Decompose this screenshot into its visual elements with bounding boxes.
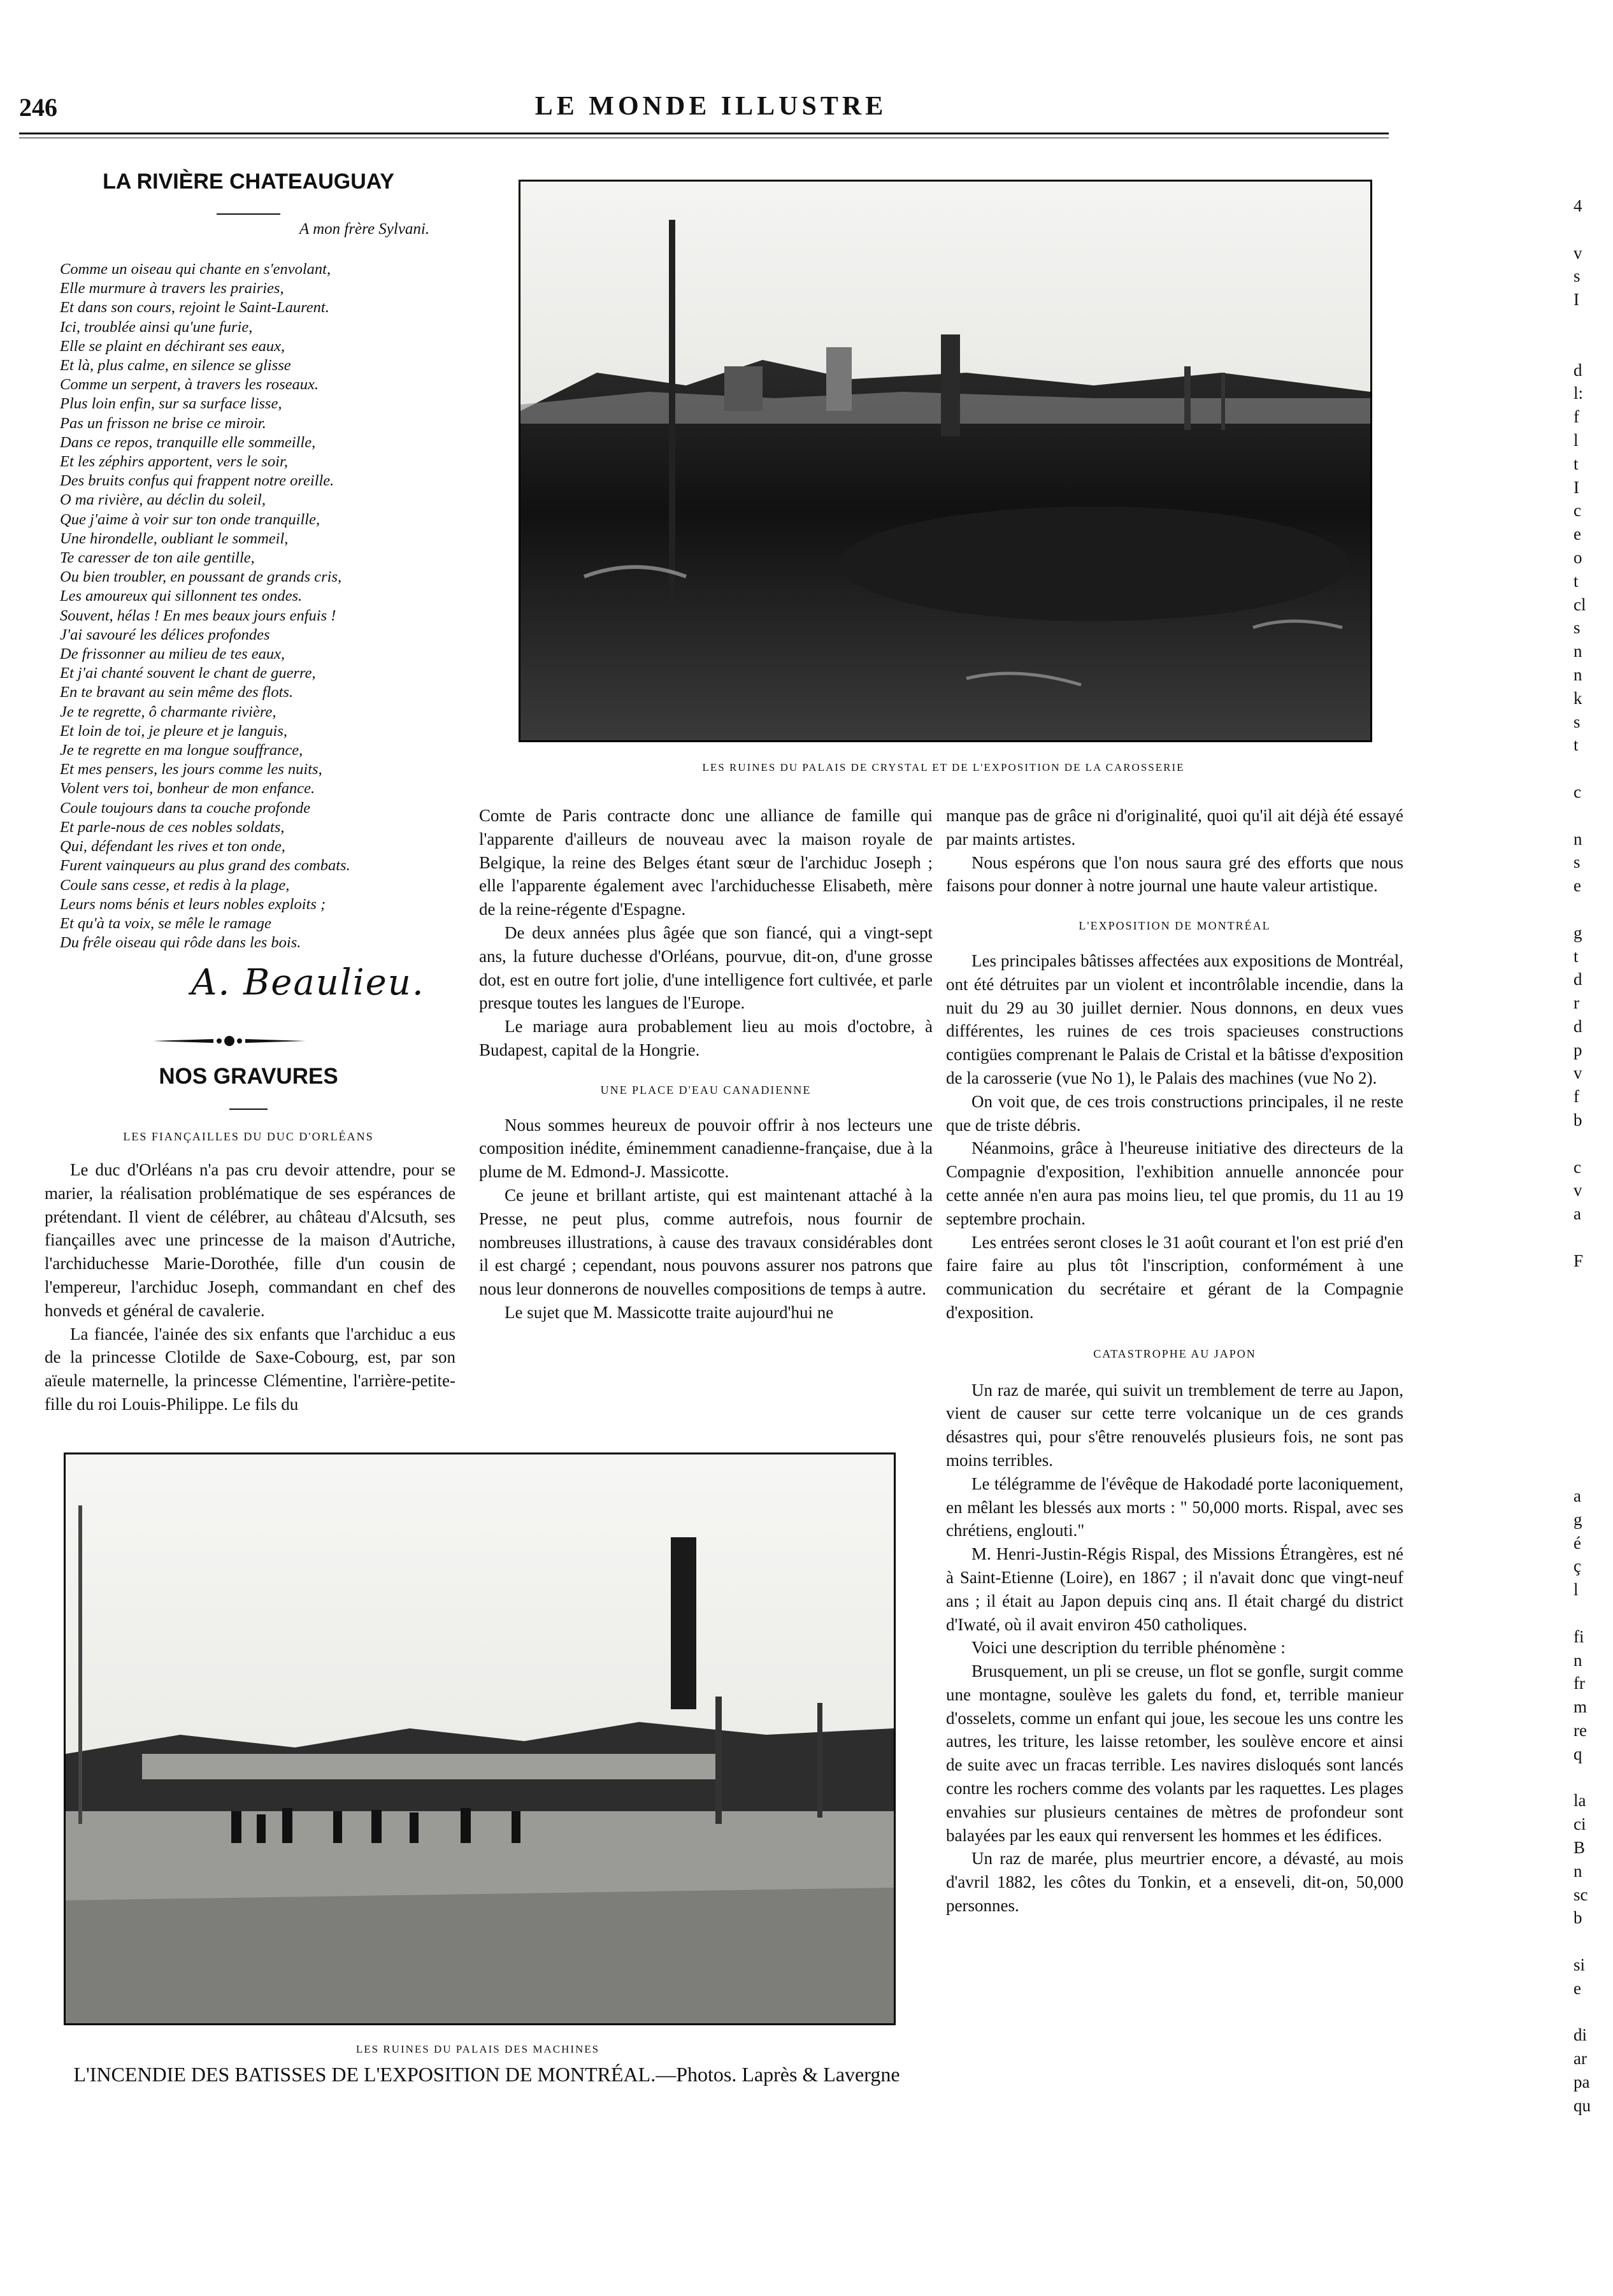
paragraph: manque pas de grâce ni d'originalité, quoi qu'il ait déjà été essayé par maints artistes. bbox=[946, 806, 1403, 849]
edge-fragment: di bbox=[1574, 2025, 1588, 2045]
poem-title-rule bbox=[217, 213, 280, 215]
edge-fragment: r bbox=[1574, 993, 1579, 1013]
edge-fragment: t bbox=[1574, 946, 1579, 966]
paragraph: Le duc d'Orléans n'a pas cru devoir attendre, pour se marier, la réalisation problématique de ses espérances de prétendant. Il vient de célébrer, au château d'Alcsuth, ses fiançailles avec une princesse de la maison d'Autriche, l'archiduchesse Marie-Dorothée, fille d'un cousin de l'empereur, l'archiduc Joseph, commandant en chef des honveds et général de cavalerie. bbox=[45, 1160, 455, 1320]
poem-line: Comme un serpent, à travers les roseaux. bbox=[60, 376, 319, 394]
edge-fragment: I bbox=[1574, 477, 1579, 497]
fiancailles-subheading: LES FIANÇAILLES DU DUC D'ORLÉANS bbox=[123, 1130, 374, 1143]
edge-fragment: l bbox=[1574, 1580, 1579, 1600]
poem-line: Et qu'à ta voix, se mêle le ramage bbox=[60, 914, 271, 932]
edge-fragment: qu bbox=[1574, 2095, 1591, 2115]
edge-fragment bbox=[1574, 1602, 1612, 1625]
edge-fragment: B bbox=[1574, 1837, 1586, 1857]
poem-line: Et loin de toi, je pleure et je languis, bbox=[60, 722, 287, 740]
edge-fragment bbox=[1574, 1132, 1612, 1156]
nos-gravures-rule bbox=[229, 1109, 268, 1110]
edge-fragment bbox=[1574, 804, 1612, 828]
poem-line: Comme un oiseau qui chante en s'envolant, bbox=[60, 261, 331, 278]
japon-subheading: CATASTROPHE AU JAPON bbox=[1093, 1347, 1256, 1360]
top-photo-caption: LES RUINES DU PALAIS DE CRYSTAL ET DE L'EXPOSITION DE LA CAROSSERIE bbox=[702, 761, 1185, 773]
edge-fragment: p bbox=[1574, 1040, 1582, 1059]
edge-fragment: é bbox=[1574, 1533, 1581, 1553]
edge-fragment: sc bbox=[1574, 1884, 1588, 1904]
edge-fragment: fr bbox=[1574, 1674, 1585, 1693]
edge-fragment bbox=[1574, 218, 1612, 241]
poem-line: Coule toujours dans ta couche profonde bbox=[60, 799, 311, 817]
edge-fragment: v bbox=[1574, 1180, 1582, 1200]
poem-line: Elle murmure à travers les prairies, bbox=[60, 280, 284, 298]
poem-line: Leurs noms bénis et leurs nobles exploits ; bbox=[60, 895, 326, 913]
edge-fragment: n bbox=[1574, 1650, 1582, 1670]
paragraph: Nous sommes heureux de pouvoir offrir à nos lecteurs une composition inédite, éminemment canadienne-française, due à la plume de M. Edmond-J. Massicotte. bbox=[479, 1115, 933, 1182]
nos-gravures-heading: NOS GRAVURES bbox=[159, 1064, 338, 1089]
edge-fragment: la bbox=[1574, 1791, 1586, 1811]
paragraph: Voici une description du terrible phénomène : bbox=[971, 1638, 1286, 1658]
edge-fragment: v bbox=[1574, 243, 1582, 262]
edge-fragment bbox=[1574, 757, 1612, 780]
poem-line: O ma rivière, au déclin du soleil, bbox=[60, 491, 266, 509]
edge-fragment: v bbox=[1574, 1063, 1582, 1083]
edge-fragment: t bbox=[1574, 735, 1579, 755]
edge-fragment: c bbox=[1574, 782, 1581, 801]
paragraph: Le télégramme de l'évêque de Hakodadé porte laconiquement, en mêlant les blessés aux morts : " 50,000 morts. Rispal, avec ses chrétiens, englouti." bbox=[946, 1474, 1403, 1540]
poem-line: Et les zéphirs apportent, vers le soir, bbox=[60, 453, 288, 471]
poem-line: Je te regrette, ô charmante rivière, bbox=[60, 703, 276, 721]
poem-line: Te caresser de ton aile gentille, bbox=[60, 549, 255, 567]
poem-line: En te bravant au sein même des flots. bbox=[60, 684, 294, 701]
paragraph: Le sujet que M. Massicotte traite aujourd'hui ne bbox=[505, 1302, 834, 1322]
edge-fragment: F bbox=[1574, 1251, 1584, 1270]
edge-fragment: n bbox=[1574, 642, 1582, 661]
poem-line: Souvent, hélas ! En mes beaux jours enfuis ! bbox=[60, 606, 336, 624]
poem-line: Les amoureux qui sillonnent tes ondes. bbox=[60, 587, 303, 605]
edge-fragment: e bbox=[1574, 524, 1581, 544]
edge-fragment: pa bbox=[1574, 2072, 1590, 2092]
section-ornament bbox=[153, 1033, 306, 1049]
poem-line: Des bruits confus qui frappent notre oreille. bbox=[60, 472, 334, 490]
photo-palais-crystal-image bbox=[520, 182, 1370, 740]
paragraph: M. Henri-Justin-Régis Rispal, des Missions Étrangères, est né à Saint-Etienne (Loire), en 1867 ; il n'avait donc que vingt-neuf ans ; il était au Japon depuis cinq ans. Il était chargé du district d'Iwaté, où il avait environ 450 catholiques. bbox=[946, 1544, 1403, 1634]
edge-fragment bbox=[1574, 312, 1612, 335]
edge-fragment: g bbox=[1574, 1509, 1582, 1529]
poem-line: Elle se plaint en déchirant ses eaux, bbox=[60, 337, 285, 355]
edge-fragment: s bbox=[1574, 852, 1581, 872]
edge-fragment: k bbox=[1574, 688, 1582, 708]
page-number: 246 bbox=[19, 93, 57, 122]
poem-line: Et parle-nous de ces nobles soldats, bbox=[60, 818, 285, 836]
paragraph: Les principales bâtisses affectées aux expositions de Montréal, ont été détruites par un violent et incontrôlable incendie, dans la nuit du 29 au 30 juillet dernier. Nous donnons, en deux vues différentes, les ruines de ces trois spacieuses constructions contigües comprenant le Palais de Cristal et la bâtisse d'exposition de la carosserie (vue No 1), le Palais des machines (vue No 2). bbox=[946, 951, 1403, 1087]
edge-fragments-bottom bbox=[1574, 1484, 1612, 2118]
edge-fragment bbox=[1574, 898, 1612, 921]
edge-fragment: e bbox=[1574, 876, 1581, 896]
poem-line: J'ai savouré les délices profondes bbox=[60, 626, 270, 643]
edge-fragment: n bbox=[1574, 829, 1582, 849]
poem-body bbox=[60, 260, 468, 952]
poem-line: Plus loin enfin, sur sa surface lisse, bbox=[60, 395, 282, 413]
edge-fragment: 4 bbox=[1574, 196, 1582, 215]
paragraph: Nous espérons que l'on nous saura gré des efforts que nous faisons pour donner à notre journal une haute valeur artistique. bbox=[946, 852, 1403, 896]
edge-fragment: g bbox=[1574, 922, 1582, 942]
fiancailles-text bbox=[45, 1158, 455, 1416]
edge-fragment: d bbox=[1574, 970, 1582, 989]
edge-fragment: ci bbox=[1574, 1814, 1586, 1834]
paragraph: Un raz de marée, plus meurtrier encore, a dévasté, au mois d'avril 1882, les côtes du Tonkin, et a enseveli, dit-on, 50,000 personnes. bbox=[946, 1849, 1403, 1916]
poem-line: Et dans son cours, rejoint le Saint-Laurent. bbox=[60, 299, 329, 317]
edge-fragment: ar bbox=[1574, 2049, 1587, 2069]
edge-fragment: m bbox=[1574, 1697, 1588, 1717]
edge-fragment: fi bbox=[1574, 1626, 1584, 1646]
edge-fragment: a bbox=[1574, 1204, 1581, 1224]
poem-line: Je te regrette en ma longue souffrance, bbox=[60, 742, 303, 759]
edge-fragment: q bbox=[1574, 1744, 1582, 1763]
edge-fragment bbox=[1574, 1226, 1612, 1249]
poem-line: Qui, défendant les rives et ton onde, bbox=[60, 838, 285, 856]
poem-line: Pas un frisson ne brise ce miroir. bbox=[60, 414, 266, 432]
poem-line: Et mes pensers, les jours comme les nuits, bbox=[60, 761, 322, 778]
paragraph: La fiancée, l'ainée des six enfants que l'archiduc a eus de la princesse Clotilde de Saxe-Cobourg, est, par son aïeule maternelle, la princesse Clémentine, l'arrière-petite-fille du roi Louis-Philippe. Le fils du bbox=[45, 1324, 455, 1414]
poem-line: Ici, troublée ainsi qu'une furie, bbox=[60, 318, 253, 336]
place-d-eau-subheading: UNE PLACE D'EAU CANADIENNE bbox=[600, 1083, 812, 1096]
edge-fragment: a bbox=[1574, 1486, 1581, 1505]
poem-line: De frissonner au milieu de tes eaux, bbox=[60, 645, 285, 663]
photo-palais-machines bbox=[64, 1453, 896, 2025]
poem-line: Dans ce repos, tranquille elle sommeille, bbox=[60, 433, 316, 451]
poem-line: Coule sans cesse, et redis à la plage, bbox=[60, 876, 290, 894]
paragraph: Un raz de marée, qui suivit un tremblement de terre au Japon, vient de causer sur cette terre volcanique un de ces grands désastres qui, pour s'être renouvelés plusieurs fois, ne sont pas moins terribles. bbox=[946, 1380, 1403, 1470]
paragraph: Les entrées seront closes le 31 août courant et l'on est prié d'en faire faire au plus tôt l'inscription, conformément à une communication du secrétaire et gérant de la Compagnie d'exposition. bbox=[946, 1232, 1403, 1322]
paragraph: De deux années plus âgée que son fiancé, qui a vingt-sept ans, la future duchesse d'Orléans, pourvue, dit-on, d'une grosse dot, est en outre fort jolie, d'une intelligence fort cultivée, et parle presque toutes les langues de l'Europe. bbox=[479, 922, 933, 1013]
edge-fragment: t bbox=[1574, 454, 1579, 473]
edge-fragment: t bbox=[1574, 571, 1579, 591]
poem-line: Du frêle oiseau qui rôde dans les bois. bbox=[60, 934, 301, 952]
edge-fragment: f bbox=[1574, 1087, 1579, 1107]
poem-title: LA RIVIÈRE CHATEAUGUAY bbox=[103, 169, 394, 194]
edge-fragment: n bbox=[1574, 1861, 1582, 1881]
edge-fragment bbox=[1574, 1766, 1612, 1790]
poem-dedication: A mon frère Sylvani. bbox=[299, 220, 430, 238]
edge-fragment: n bbox=[1574, 664, 1582, 684]
edge-fragment: s bbox=[1574, 266, 1581, 286]
poem-line: Volent vers toi, bonheur de mon enfance. bbox=[60, 780, 315, 798]
paragraph: On voit que, de ces trois constructions principales, il ne reste que de triste débris. bbox=[946, 1091, 1403, 1135]
edge-fragment: d bbox=[1574, 360, 1582, 380]
poem-line: Furent vainqueurs au plus grand des combats. bbox=[60, 857, 350, 875]
edge-fragment: c bbox=[1574, 501, 1581, 520]
edge-fragment: o bbox=[1574, 547, 1582, 567]
edge-fragment: I bbox=[1574, 290, 1579, 310]
paragraph: Néanmoins, grâce à l'heureuse initiative des directeurs de la Compagnie d'exposition, l'exhibition annuelle annoncée pour cette année n'en aura pas moins lieu, tel que promis, du 11 au 19 septembre prochain. bbox=[946, 1138, 1403, 1228]
header-rule-thick bbox=[19, 133, 1389, 134]
edge-fragment: f bbox=[1574, 407, 1579, 427]
edge-fragment: e bbox=[1574, 1978, 1581, 1998]
right-column-text bbox=[946, 804, 1403, 1918]
photo-palais-crystal bbox=[519, 180, 1372, 742]
bottom-photo-caption: LES RUINES DU PALAIS DES MACHINES bbox=[355, 2043, 600, 2055]
masthead: LE MONDE ILLUSTRE bbox=[534, 92, 887, 121]
edge-fragment bbox=[1574, 2000, 1612, 2024]
edge-fragments-top bbox=[1574, 194, 1612, 1273]
poem-signature: A. Beaulieu. bbox=[191, 962, 425, 1003]
edge-fragment: re bbox=[1574, 1720, 1587, 1740]
poem-line: Ou bien troubler, en poussant de grands cris, bbox=[60, 568, 342, 586]
middle-column-text bbox=[479, 804, 933, 1324]
edge-fragment bbox=[1574, 1930, 1612, 1953]
edge-fragment: cl bbox=[1574, 594, 1586, 614]
edge-fragment: s bbox=[1574, 618, 1581, 638]
main-caption: L'INCENDIE DES BATISSES DE L'EXPOSITION DE MONTRÉAL.—Photos. Laprès & Lavergne bbox=[73, 2063, 900, 2086]
edge-fragment: b bbox=[1574, 1110, 1582, 1130]
edge-fragment: ç bbox=[1574, 1556, 1581, 1576]
poem-line: Et là, plus calme, en silence se glisse bbox=[60, 357, 291, 375]
paragraph: Brusquement, un pli se creuse, un flot se gonfle, surgit comme une montagne, soulève les galets du fond, et, terrible manieur d'osselets, comme un enfant qui joue, les secoue les uns contre les autres, les triture, les laisse retomber, les soulève encore et ainsi de suite avec un fracas terrible. Les navires disloqués sont lancés contre les rochers comme des volants par les raquettes. Les plages envahies sur plusieurs centaines de mètres de profondeur sont balayées par les eaux qui renversent les hommes et les édifices. bbox=[946, 1661, 1403, 1845]
edge-fragment: d bbox=[1574, 1016, 1582, 1036]
paragraph: Le mariage aura probablement lieu au mois d'octobre, à Budapest, capital de la Hongrie. bbox=[479, 1017, 933, 1059]
edge-fragment: b bbox=[1574, 1908, 1582, 1928]
poem-line: Et j'ai chanté souvent le chant de guerre, bbox=[60, 664, 316, 682]
exposition-subheading: L'EXPOSITION DE MONTRÉAL bbox=[1079, 919, 1271, 933]
edge-fragment: c bbox=[1574, 1157, 1581, 1177]
poem-line: Que j'aime à voir sur ton onde tranquille, bbox=[60, 510, 320, 528]
edge-fragment: si bbox=[1574, 1955, 1586, 1974]
edge-fragment bbox=[1574, 335, 1612, 359]
edge-fragment: l bbox=[1574, 430, 1579, 450]
paragraph: Comte de Paris contracte donc une alliance de famille qui l'apparente d'ailleurs de nouveau avec la maison royale de Belgique, la reine des Belges étant sœur de l'archiduc Joseph ; elle l'apparente également avec l'archiduchesse Elisabeth, mère de la reine-régente d'Espagne. bbox=[479, 806, 933, 919]
paragraph: Ce jeune et brillant artiste, qui est maintenant attaché à la Presse, ne peut plus, comme autrefois, nous fournir de nombreuses illustrations, à cause des travaux considérables dont il est chargé ; cependant, nous pouvons assurer nos patrons que nous leur donnerons de nouvelles compositions de temps à autre. bbox=[479, 1185, 933, 1299]
edge-fragment: l: bbox=[1574, 384, 1584, 403]
photo-palais-machines-image bbox=[66, 1454, 894, 2023]
poem-line: Une hirondelle, oubliant le sommeil, bbox=[60, 529, 289, 547]
edge-fragment: s bbox=[1574, 712, 1581, 731]
